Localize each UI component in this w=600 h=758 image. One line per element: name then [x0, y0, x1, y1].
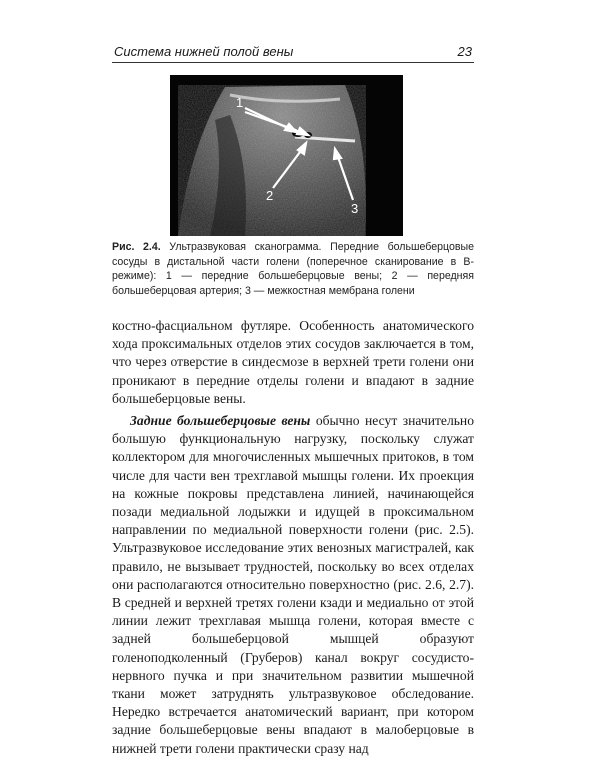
- label-1: 1: [236, 95, 244, 110]
- ultrasound-figure: [170, 75, 403, 236]
- paragraph-2: [112, 412, 474, 758]
- paragraph-2-text: обычно несут значительно большую функциональную нагрузку, поскольку служат коллектором для многочисленных мышечных притоков, в том числе для части вен трехглавой мышцы голени. Их проекция на кожные покровы представлена линией, начинающейся позади медиальной лодыжки и идущей в проксимальном направлении по медиальной поверхности голени (рис. 2.5). Ультразвуковое исследование этих венозных магистралей, как правило, не вызывает трудностей, поскольку во всех отделах они располагаются относительно поверхностно (рис. 2.6, 2.7). В средней и верхней третях голени кзади и медиально от этой линии лежит трехглавая мышца голени, которая вместе с задней большеберцовой мышцей образуют голеноподколенный (Груберов) канал вокруг сосудисто-нервного пучка и при значительном развитии мышечной ткани может затруднять ультразвуковое обследование. Нередко встречается анатомический вариант, при котором задние большеберцовые вены впадают в малоберцовые в нижней трети голени практически сразу над: [112, 413, 474, 756]
- running-header-title: Система нижней полой вены: [114, 44, 294, 59]
- running-header: [112, 38, 474, 63]
- label-3: 3: [351, 201, 359, 216]
- figure-caption-label: Рис. 2.4.: [112, 241, 161, 253]
- label-2: 2: [266, 188, 274, 203]
- paragraph-1: костно-фасциальном футляре. Особенность анатомического хода проксимальных отделов этих сосудов заключается в том, что через отверстие в синдесмозе в верхней трети голени они проникают в передние отделы голени и впадают в задние большеберцовые вены.: [112, 318, 474, 406]
- body-text: [112, 317, 474, 758]
- figure-caption: [112, 240, 474, 298]
- paragraph-2-term: Задние большеберцовые вены: [130, 413, 311, 429]
- figure-caption-text: Ультразвуковая сканограмма. Передние большеберцовые сосуды в дистальной части голени (поперечное сканирование в В-режиме): 1 — передние большеберцовые вены; 2 — передняя большеберцовая артерия; 3 — межкостная мембрана голени: [112, 241, 474, 297]
- page-number: 23: [457, 44, 472, 59]
- ultrasound-image: [170, 75, 403, 236]
